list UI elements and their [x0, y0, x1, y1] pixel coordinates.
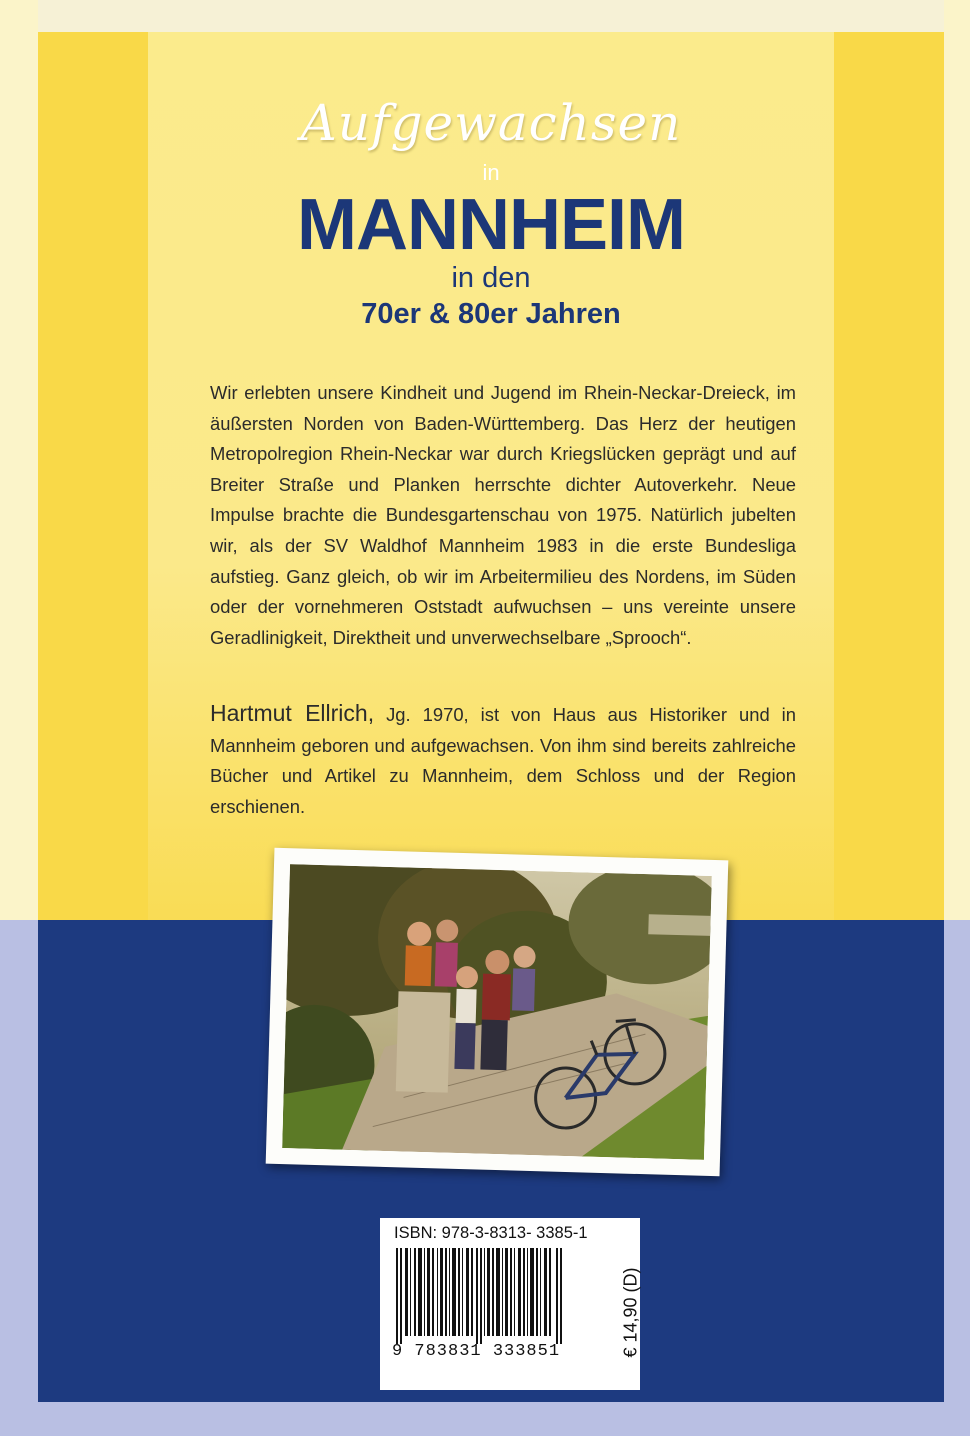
photo-illustration	[282, 864, 712, 1160]
cover-edge	[944, 0, 970, 920]
author-name: Hartmut Ellrich,	[210, 700, 375, 726]
author-bio	[210, 698, 796, 822]
author-bio-text: Jg. 1970, ist von Haus aus Historiker und in Mannheim geboren und aufgewachsen. Von ihm sind bereits zahlreiche Bücher und Artikel zu Mannheim, dem Schloss und der Region erschienen.	[210, 704, 796, 817]
title-script: Aufgewachsen	[300, 94, 682, 152]
cover-edge	[0, 0, 38, 920]
vintage-photo	[282, 864, 712, 1160]
barcode-digit-group: 333851	[492, 1342, 561, 1361]
barcode-label	[380, 1218, 640, 1390]
barcode-digit-group: 783831	[414, 1342, 482, 1361]
barcode	[396, 1248, 566, 1344]
title-decades: 70er & 80er Jahren	[361, 298, 621, 330]
cover-edge	[0, 1402, 970, 1436]
barcode-digit-prefix: 9	[392, 1342, 404, 1361]
title-in: in	[482, 160, 500, 185]
cover-edge	[0, 920, 38, 1436]
price: € 14,90 (D)	[620, 1267, 641, 1358]
cover-edge	[944, 920, 970, 1436]
blurb-text: Wir erlebten unsere Kindheit und Jugend im Rhein-Neckar-Dreieck, im äußersten Norden von Baden-Württemberg. Das Herz der heutigen Metropolregion Rhein-Neckar war durch Kriegslücken geprägt und auf Breiter Straße und Planken herrschte dichter Autoverkehr. Neue Impulse brachte die Bundesgartenschau von 1975. Natürlich jubelten wir, als der SV Waldhof Mannheim 1983 in die erste Bundesliga aufstieg. Ganz gleich, ob wir im Arbeitermilieu des Nordens, im Süden oder der vornehmeren Oststadt aufwuchsen – uns vereinte unsere Geradlinigkeit, Direktheit und unverwechselbare „Sprooch“.	[210, 382, 796, 648]
isbn: ISBN: 978-3-8313- 3385-1	[394, 1224, 588, 1242]
cover-panel	[38, 32, 944, 1402]
title-in-den: in den	[451, 262, 531, 294]
photo-card	[266, 848, 729, 1177]
title-city: MANNHEIM	[297, 185, 685, 265]
barcode-digits	[392, 1342, 602, 1361]
